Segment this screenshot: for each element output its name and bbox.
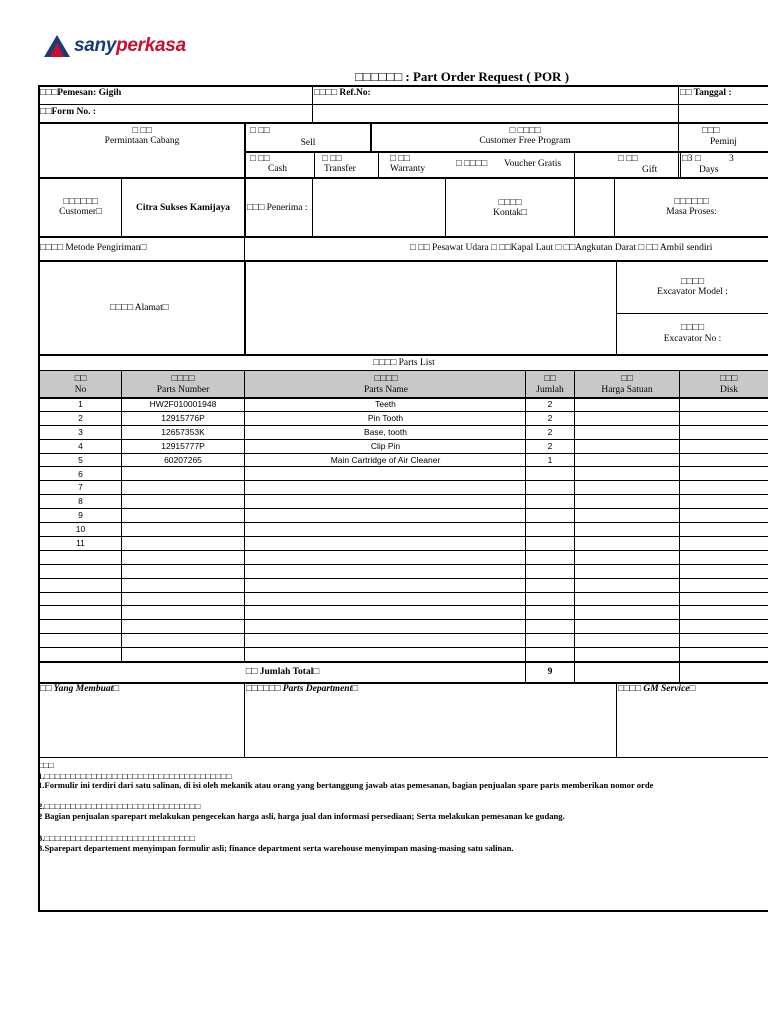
col-jumlah: Jumlah xyxy=(536,385,564,395)
cell-parts-name: Clip Pin xyxy=(370,440,401,451)
total-label: □□ Jumlah Total□ xyxy=(245,667,320,677)
row-line xyxy=(38,354,768,356)
pemesan-label: □□□Pemesan: Gigih xyxy=(40,88,122,98)
cell-parts-name: Main Cartridge of Air Cleaner xyxy=(330,454,441,465)
row-line xyxy=(38,177,768,179)
days-value: 3 xyxy=(729,154,734,164)
divider xyxy=(244,177,246,237)
divider xyxy=(244,682,245,758)
table-row xyxy=(38,634,768,648)
cell-no: 10 xyxy=(75,524,86,535)
col-disk-cn: □□□ xyxy=(720,374,738,384)
note-1-cn: 1.□□□□□□□□□□□□□□□□□□□□□□□□□□□□□□□□□□□□ xyxy=(38,771,232,781)
row-line xyxy=(38,757,768,758)
cell-no: 6 xyxy=(78,468,83,479)
col-parts-name: Parts Name xyxy=(363,385,409,395)
voucher-checkbox[interactable]: □ □□□□ xyxy=(456,159,488,169)
cell-parts-name: Teeth xyxy=(375,399,396,409)
cell-no: 7 xyxy=(78,482,83,493)
cash-checkbox[interactable]: □ □□ xyxy=(250,154,270,164)
note-2: 2 Bagian penjualan sparepart melakukan pengecekan harga asli, harga jual dan informasi persediaan; Serta melakukan pemesanan ke gudang. xyxy=(38,811,565,821)
divider xyxy=(244,260,246,355)
page-title: □□□□□□ : Part Order Request ( POR ) xyxy=(355,69,570,84)
divider xyxy=(678,122,679,178)
cell-parts-number: 12657353K xyxy=(161,426,205,437)
row-line xyxy=(38,104,768,105)
shipping-options[interactable]: □ □□ Pesawat Udara □ □□Kapal Laut □ □□Angkutan Darat □ □□ Ambil sendiri xyxy=(410,243,713,253)
cell-parts-name: Pin Tooth xyxy=(367,412,404,423)
row-line xyxy=(244,151,768,153)
cell-parts-number: 12915777P xyxy=(161,440,205,451)
col-no: No xyxy=(74,385,87,395)
divider xyxy=(616,682,617,758)
divider xyxy=(314,151,315,178)
parts-list-title: □□□□ Parts List xyxy=(373,358,435,368)
table-row xyxy=(38,454,768,468)
cell-no: 5 xyxy=(78,454,83,465)
sell-label: Sell xyxy=(300,138,316,148)
cfp-checkbox[interactable]: □ □□□□ xyxy=(509,126,541,136)
table-row xyxy=(38,426,768,440)
notes-heading: □□□ xyxy=(38,760,54,770)
cell-jumlah: 1 xyxy=(547,454,553,465)
customer-label-cn: □□□□□□ xyxy=(63,197,98,207)
kontak-label-cn: □□□□ xyxy=(498,198,522,208)
row-line xyxy=(616,313,768,314)
border-bottom xyxy=(38,910,768,912)
cash-label: Cash xyxy=(268,164,287,174)
table-row xyxy=(38,509,768,523)
table-row xyxy=(38,440,768,454)
table-row xyxy=(38,607,768,621)
company-logo xyxy=(40,33,194,60)
cell-no: 3 xyxy=(78,426,83,437)
table-row xyxy=(38,537,768,551)
table-row xyxy=(38,620,768,634)
table-row xyxy=(38,412,768,426)
col-parts-number: Parts Number xyxy=(156,385,210,395)
row-line xyxy=(38,122,768,124)
excavator-no-label-cn: □□□□ xyxy=(681,323,704,333)
col-harga: Harga Satuan xyxy=(601,385,653,395)
masa-label: Masa Proses: xyxy=(666,207,717,217)
divider xyxy=(378,151,379,178)
cell-parts-number: HW2F010001948 xyxy=(149,399,217,409)
parts-dept-label: □□□□□□ Parts Department□ xyxy=(246,684,358,694)
table-row xyxy=(38,551,768,565)
row-line xyxy=(38,662,768,663)
col-disk: Disk xyxy=(720,385,738,395)
form-no-label: □□Form No. : xyxy=(40,107,97,117)
col-no-cn: □□ xyxy=(74,374,87,384)
table-row xyxy=(38,468,768,482)
ref-label: □□□□ Ref.No: xyxy=(314,88,371,98)
cell-jumlah: 2 xyxy=(547,412,553,423)
warranty-label: Warranty xyxy=(390,164,426,174)
customer-label: Customer□ xyxy=(59,207,102,217)
table-row xyxy=(38,579,768,593)
divider xyxy=(680,151,681,178)
pinjam-checkbox[interactable]: □□□ xyxy=(702,126,720,136)
note-3: 3.Sparepart departement menyimpan formulir asli; finance department serta warehouse menyimpan masing-masing satu salinan. xyxy=(38,843,514,853)
cell-jumlah: 2 xyxy=(547,399,553,409)
cell-jumlah: 2 xyxy=(547,426,553,437)
pinjam-label: Peminj xyxy=(710,137,737,147)
masa-label-cn: □□□□□□ xyxy=(674,197,709,207)
cell-parts-number: 12915776P xyxy=(161,412,205,423)
order-form xyxy=(38,85,768,912)
excavator-model-label: Excavator Model : xyxy=(657,287,728,297)
divider xyxy=(244,236,245,261)
logo-mark-icon xyxy=(42,33,72,60)
table-row xyxy=(38,593,768,607)
warranty-checkbox[interactable]: □ □□ xyxy=(390,154,410,164)
cell-no: 4 xyxy=(78,440,83,451)
table-row xyxy=(38,565,768,579)
total-value: 9 xyxy=(547,667,553,677)
permintaan-checkbox[interactable]: □ □□ xyxy=(132,126,152,136)
cell-no: 9 xyxy=(78,510,83,521)
col-jumlah-cn: □□ xyxy=(544,374,556,384)
cell-no: 8 xyxy=(78,496,83,507)
cell-jumlah: 2 xyxy=(547,440,553,451)
cell-parts-number: 60207265 xyxy=(164,454,202,465)
table-row xyxy=(38,648,768,662)
divider xyxy=(574,151,575,178)
cell-no: 1 xyxy=(78,399,83,409)
row-line xyxy=(38,260,768,262)
divider xyxy=(574,177,575,237)
row-line xyxy=(38,236,768,238)
note-3-cn: 3.□□□□□□□□□□□□□□□□□□□□□□□□□□□□□ xyxy=(38,833,195,843)
col-parts-name-cn: □□□□ xyxy=(374,374,398,384)
voucher-label: Voucher Gratis xyxy=(504,159,562,169)
col-harga-cn: □□ xyxy=(621,374,633,384)
note-2-cn: 2.□□□□□□□□□□□□□□□□□□□□□□□□□□□□□□ xyxy=(38,801,201,811)
shipping-label: □□□□ Metode Pengiriman□ xyxy=(40,243,147,253)
sell-checkbox[interactable]: □ □□ xyxy=(250,126,270,136)
note-1: 1.Formulir ini terdiri dari satu salinan, di isi oleh mekanik atau orang yang bertanggung jawab atas pemesanan, bagian penjualan spare parts memberikan nomor orde xyxy=(38,780,654,790)
transfer-checkbox[interactable]: □ □□ xyxy=(322,154,342,164)
logo-text-sany: sany xyxy=(74,35,117,56)
cfp-label: Customer Free Program xyxy=(479,136,571,146)
customer-value: Citra Sukses Kamijaya xyxy=(136,203,230,213)
table-row xyxy=(38,481,768,495)
transfer-label: Transfer xyxy=(324,164,356,174)
cell-parts-name: Base, tooth xyxy=(363,426,407,437)
gift-checkbox[interactable]: □ □□ xyxy=(618,154,638,164)
logo-text xyxy=(74,35,186,57)
table-row xyxy=(38,495,768,509)
days-checkbox[interactable]: □3 □ xyxy=(682,154,701,164)
address-label: □□□□ Alamat□ xyxy=(110,303,169,313)
divider xyxy=(244,122,246,178)
cell-no: 2 xyxy=(78,412,83,423)
gift-label: Gift xyxy=(642,165,658,175)
penerima-label: □□□ Penerima : xyxy=(247,203,308,213)
cell-no: 11 xyxy=(76,538,85,548)
table-row xyxy=(38,523,768,537)
kontak-label: Kontak□ xyxy=(493,208,527,218)
col-parts-number-cn: □□□□ xyxy=(171,374,195,384)
permintaan-label: Permintaan Cabang xyxy=(104,136,180,146)
tanggal-label: □□ Tanggal : xyxy=(680,88,732,98)
days-label: Days xyxy=(699,165,719,175)
logo-text-perkasa: perkasa xyxy=(116,35,186,56)
maker-label: □□ Yang Membuat□ xyxy=(40,684,119,694)
border-top xyxy=(38,85,768,87)
gm-service-label: □□□□ GM Service□ xyxy=(618,684,696,694)
divider xyxy=(312,177,313,237)
excavator-model-label-cn: □□□□ xyxy=(681,277,704,287)
excavator-no-label: Excavator No : xyxy=(663,334,722,344)
table-row xyxy=(38,398,768,412)
